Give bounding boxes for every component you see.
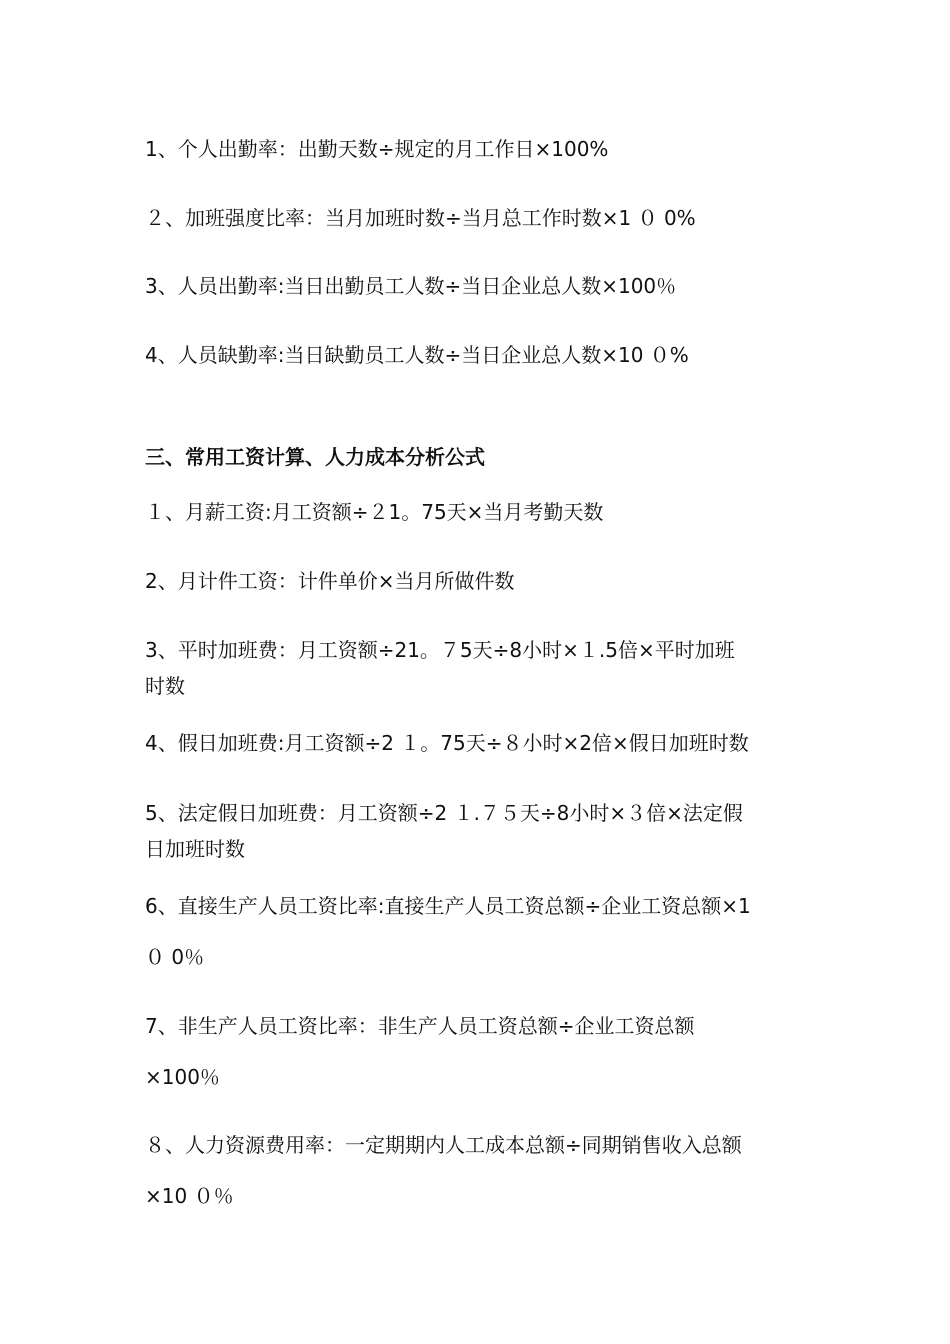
- formula-staff-attendance-rate: 3、人员出勤率:当日出勤员工人数÷当日企业总人数×100％: [145, 274, 677, 298]
- formula-statutory-holiday-overtime-pay: 5、法定假日加班费：月工资额÷2 １.７５天÷8小时×３倍×法定假: [145, 801, 743, 825]
- formula-hr-cost-rate: ８、人力资源费用率：一定期期内人工成本总额÷同期销售收入总额: [145, 1133, 742, 1157]
- formula-monthly-piece-wage: 2、月计件工资：计件单价×当月所做件数: [145, 569, 515, 593]
- formula-hr-cost-rate-cont: ×10 ０％: [145, 1184, 234, 1208]
- formula-holiday-overtime-pay: 4、假日加班费:月工资额÷2 １。75天÷８小时×2倍×假日加班时数: [145, 731, 749, 755]
- formula-weekday-overtime-pay: 3、平时加班费：月工资额÷21。７5天÷8小时×１.5倍×平时加班: [145, 638, 735, 662]
- formula-overtime-intensity-ratio: ２、加班强度比率：当月加班时数÷当月总工作时数×1 ０ 0%: [145, 206, 696, 230]
- section-heading: 三、常用工资计算、人力成本分析公式: [145, 445, 485, 469]
- formula-statutory-holiday-overtime-pay-cont: 日加班时数: [145, 837, 245, 861]
- formula-monthly-salary: １、月薪工资:月工资额÷２1。75天×当月考勤天数: [145, 500, 604, 524]
- formula-direct-production-wage-ratio-cont: ０ 0％: [145, 945, 205, 969]
- formula-non-production-wage-ratio: 7、非生产人员工资比率：非生产人员工资总额÷企业工资总额: [145, 1014, 695, 1038]
- formula-staff-absence-rate: 4、人员缺勤率:当日缺勤员工人数÷当日企业总人数×10 ０%: [145, 343, 689, 367]
- formula-weekday-overtime-pay-cont: 时数: [145, 674, 185, 698]
- formula-direct-production-wage-ratio: 6、直接生产人员工资比率:直接生产人员工资总额÷企业工资总额×1: [145, 894, 751, 918]
- formula-non-production-wage-ratio-cont: ×100％: [145, 1065, 220, 1089]
- formula-individual-attendance-rate: 1、个人出勤率：出勤天数÷规定的月工作日×100%: [145, 137, 609, 161]
